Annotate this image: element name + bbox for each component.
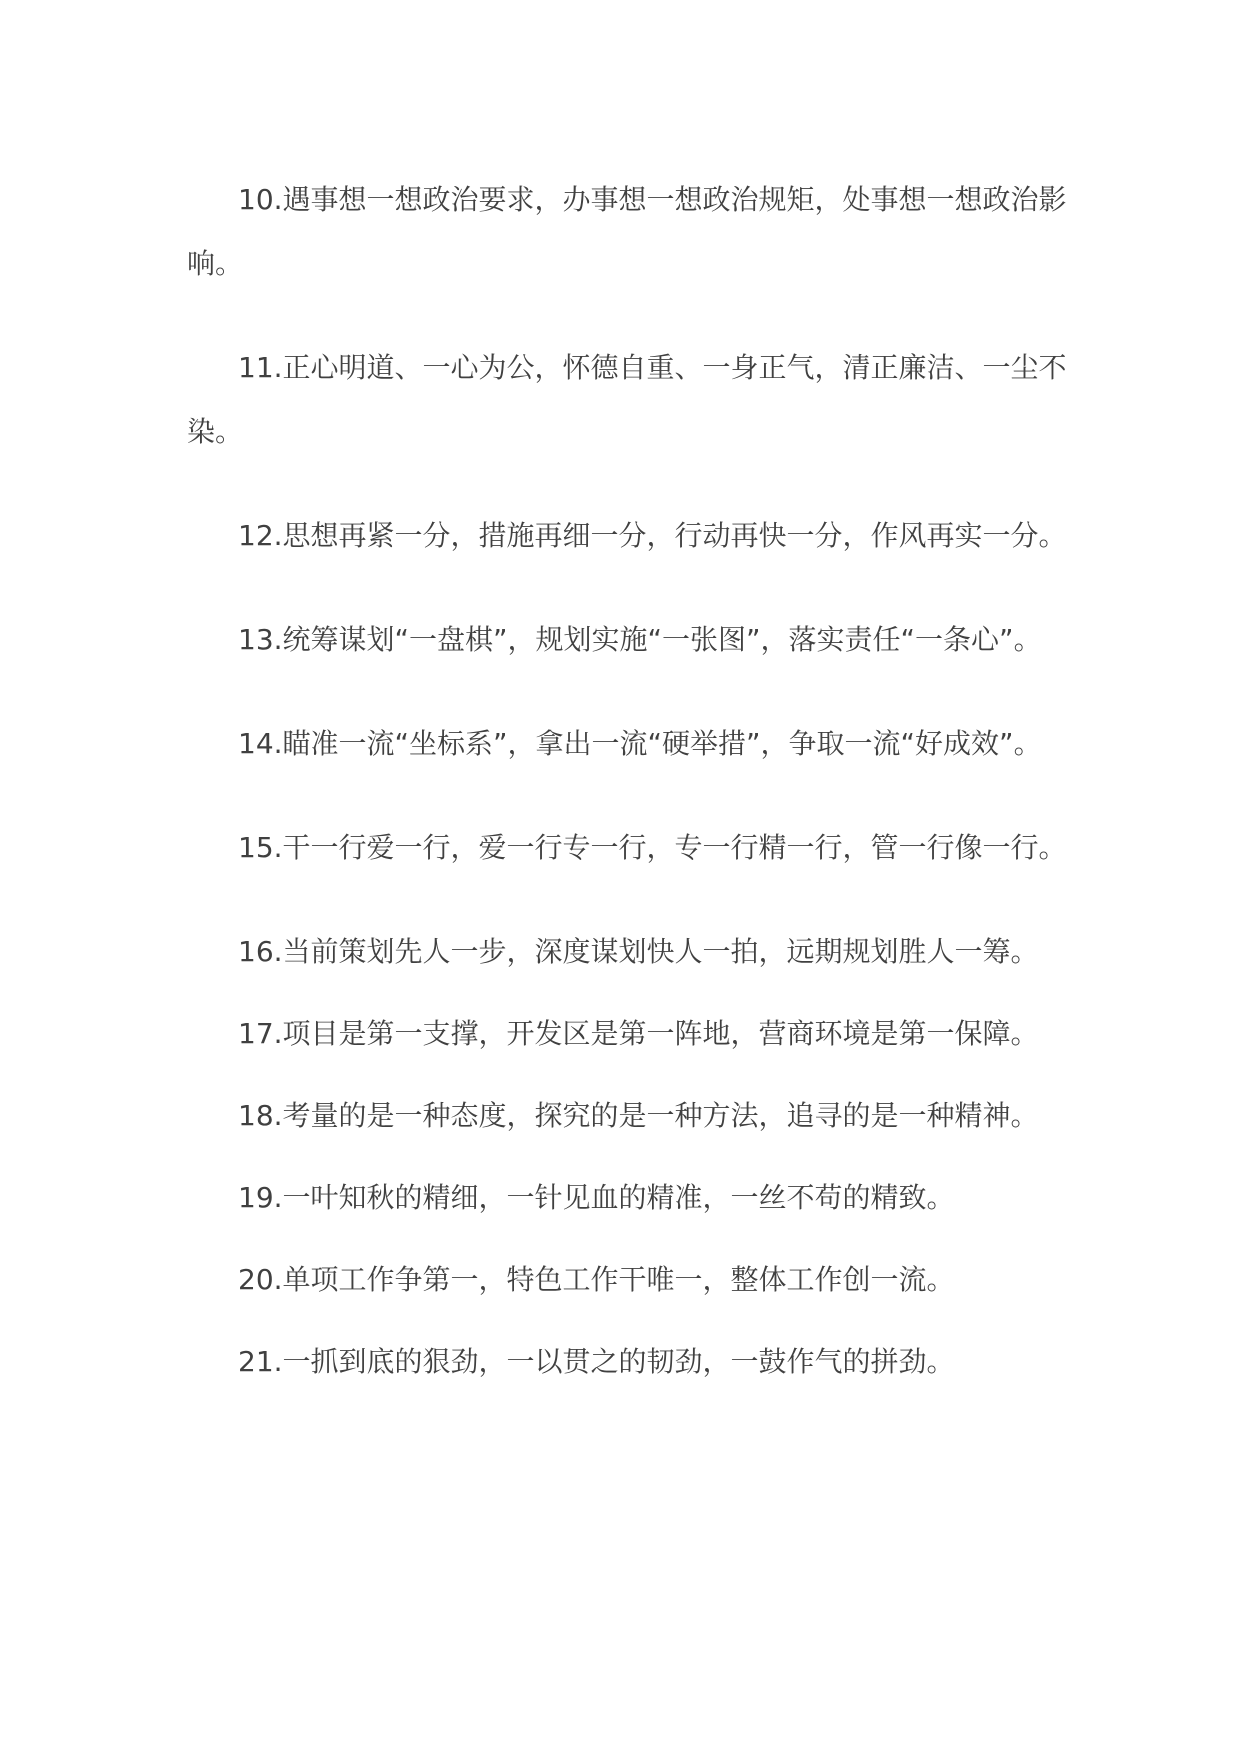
paragraph-item-15: 15.干一行爱一行，爱一行专一行，专一行精一行，管一行像一行。 [238, 831, 1067, 864]
paragraph-item-19: 19.一叶知秋的精细，一针见血的精准，一丝不苟的精致。 [238, 1181, 955, 1214]
paragraph-item-20: 20.单项工作争第一，特色工作干唯一，整体工作创一流。 [238, 1263, 955, 1296]
paragraph-item-14: 14.瞄准一流“坐标系”，拿出一流“硬举措”，争取一流“好成效”。 [238, 727, 1042, 760]
paragraph-item-16: 16.当前策划先人一步，深度谋划快人一拍，远期规划胜人一筹。 [238, 935, 1039, 968]
document-body [187, 168, 1067, 1412]
paragraph-item-13: 13.统筹谋划“一盘棋”，规划实施“一张图”，落实责任“一条心”。 [238, 623, 1042, 656]
paragraph-item-12: 12.思想再紧一分，措施再细一分，行动再快一分，作风再实一分。 [238, 519, 1067, 552]
paragraph-item-18: 18.考量的是一种态度，探究的是一种方法，追寻的是一种精神。 [238, 1099, 1039, 1132]
paragraph-item-17: 17.项目是第一支撑，开发区是第一阵地，营商环境是第一保障。 [238, 1017, 1039, 1050]
paragraph-item-21: 21.一抓到底的狠劲，一以贯之的韧劲，一鼓作气的拼劲。 [238, 1345, 955, 1378]
paragraph-item-10: 10.遇事想一想政治要求，办事想一想政治规矩，处事想一想政治影响。 [187, 183, 1067, 280]
paragraph-item-11: 11.正心明道、一心为公，怀德自重、一身正气，清正廉洁、一尘不染。 [187, 351, 1067, 448]
